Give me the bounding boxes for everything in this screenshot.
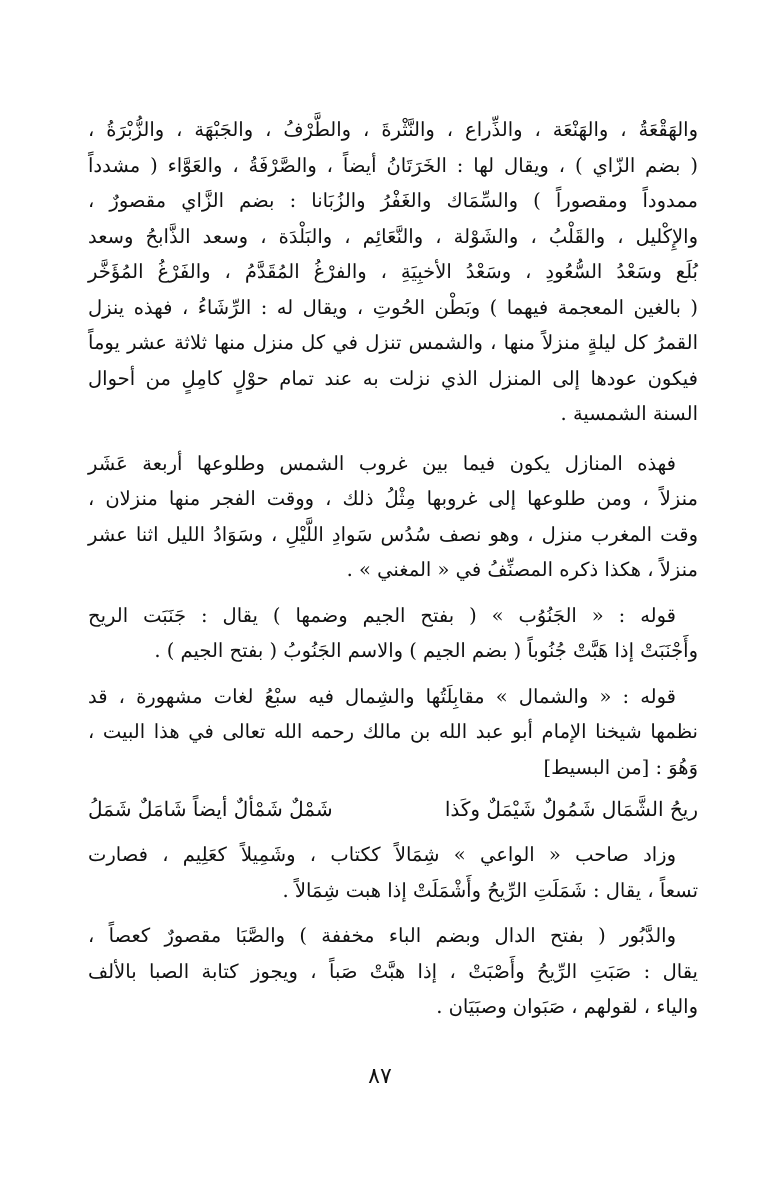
paragraph-south-wind: [88, 598, 698, 669]
paragraph-night-mansions: [88, 446, 698, 588]
text-line: وقت المغرب منزل ، وهو نصف سُدُس سَوادِ اللَّيْلِ ، وسَوَادُ الليل اثنا عشر: [88, 522, 698, 546]
text-line: بُلَع وسَعْدُ السُّعُودِ ، وسَعْدُ الأخبِيَةِ ، والفرْغُ المُقَدَّمُ ، والفَرْغُ المُؤَخَّر: [88, 260, 698, 283]
paragraph-lunar-mansions: [88, 112, 698, 432]
text-line: ( بالغين المعجمة فيهما ) وبَطْن الحُوتِ ، ويقال له : الرِّشَاءُ ، فهذه ينزل: [88, 295, 698, 319]
text-line: فيكون عودها إلى المنزل الذي نزلت به عند تمام حوْلٍ كامِلٍ من أحوال: [88, 366, 698, 390]
text-line: والياء ، لقولهم ، صَبَوان وصبَيَان .: [436, 995, 698, 1018]
paragraph-wind-variants: [88, 837, 698, 908]
text-line: وَهُوَ : [من البسيط]: [543, 755, 698, 779]
text-line: ممدوداً ومقصوراً ) والسِّمَاك والغَفْرُ والزُبَانا : بضم الزَّاي مقصورٌ ،: [88, 189, 698, 212]
text-line: منزلاً ، هكذا ذكره المصنِّفُ في « المغني » .: [346, 558, 698, 581]
text-line: القمرُ كل ليلةٍ منزلاً منها ، والشمس تنزل في كل منزل منها ثلاثة عشر يوماً: [88, 331, 698, 354]
text-line: يقال : صَبَتِ الرِّيحُ وأَصْبَتْ ، إذا هبَّتْ صَباً ، ويجوز كتابة الصبا بالألف: [88, 959, 698, 983]
text-line: ( بضم الزّاي ) ، ويقال لها : الخَرَتَانُ أيضاً ، والصَّرْفَةُ ، والعَوَّاء ( مشدداً: [88, 153, 698, 177]
text-line: فهذه المنازل يكون فيما بين غروب الشمس وطلوعها أربعة عَشَر: [88, 451, 676, 475]
text-line: والإِكْليل ، والقَلْبُ ، والشَوْلة ، والنَّعَائِم ، والبَلْدَة ، وسعد الذَّابحُ وسعد: [88, 224, 698, 248]
poetry-verse: [88, 789, 698, 829]
text-line: منزلاً ، ومن طلوعها إلى غروبها مِثْلُ ذلك ، ووقت الفجر منها منزلان ،: [88, 487, 698, 510]
text-line: السنة الشمسية .: [560, 402, 698, 425]
text-line: والدَّبُور ( بفتح الدال وبضم الباء مخففة ) والصَّبَا مقصورٌ كعصاً ،: [88, 924, 676, 947]
text-line: وزاد صاحب « الواعي » شِمَالاً ككتاب ، وشَمِيلاً كعَلِيم ، فصارت: [88, 843, 676, 866]
verse-second-hemistich: شَمْلٌ شَمْألٌ أيضاً شَامَلٌ شَمَلُ: [88, 797, 333, 821]
text-line: نظمها شيخنا الإمام أبو عبد الله بن مالك رحمه الله تعالى في هذا البيت ،: [88, 720, 698, 743]
verse-first-hemistich: ريحُ الشَّمَال شَمُولٌ شَيْمَلٌ وكَذا: [444, 797, 698, 821]
text-line: وأَجْنَبَتْ إذا هَبَّتْ جُنُوباً ( بضم الجيم ) والاسم الجَنُوبُ ( بفتح الجيم ) .: [154, 639, 698, 662]
text-line: تسعاً ، يقال : شَمَلَتِ الرِّيحُ وأَشْمَلَتْ إذا هبت شِمَالاً .: [282, 878, 698, 902]
text-line: قوله : « والشمال » مقابِلَتُها والشِمال فيه سبْعُ لغات مشهورة ، قد: [88, 684, 676, 708]
page-body: [88, 112, 698, 1025]
text-line: والهَقْعَةُ ، والهَنْعَة ، والذِّراع ، والنَّثْرةَ ، والطَّرْفُ ، والجَبْهَة ، والزُّبْرَةُ ،: [88, 118, 698, 141]
paragraph-west-east-wind: [88, 918, 698, 1025]
text-line: قوله : « الجَنُوُب » ( بفتح الجيم وضمها ) يقال : جَنَبَت الريح: [88, 603, 676, 627]
page-number: ٨٧: [368, 1064, 392, 1089]
paragraph-north-wind: [88, 679, 698, 786]
